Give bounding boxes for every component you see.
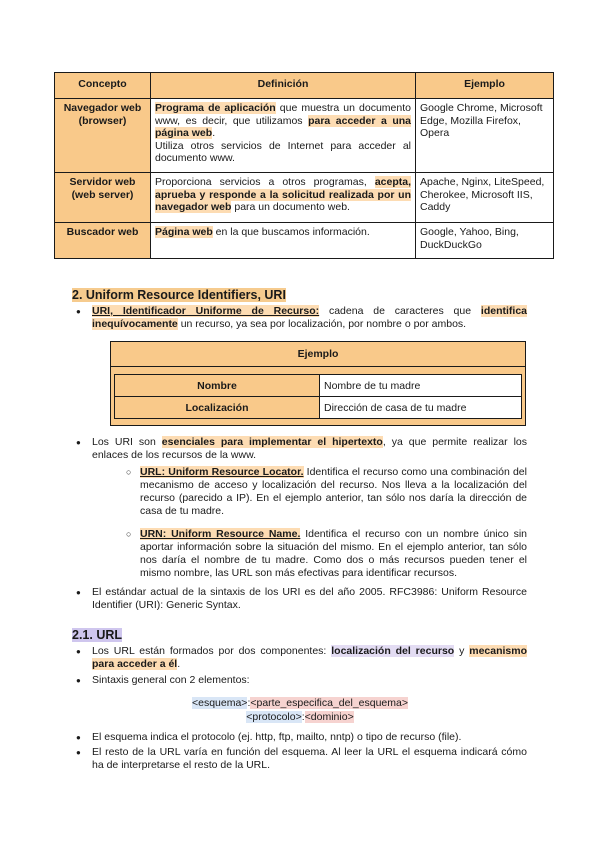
text: .	[212, 127, 216, 139]
highlight: URI, Identificador Uniforme de Recurso:	[92, 305, 320, 317]
table-row	[115, 397, 522, 419]
highlight: Página web	[155, 226, 213, 238]
table-row	[55, 223, 554, 259]
highlight: esenciales para implementar el hipertexto	[161, 436, 383, 448]
text: en la que buscamos información.	[212, 226, 370, 238]
syntax-separator: :	[301, 711, 305, 723]
concept-cell: Servidor web (web server)	[55, 173, 151, 223]
syntax-domain: <dominio>	[304, 711, 354, 723]
syntax-separator: :	[247, 697, 251, 709]
concept-cell: Navegador web (browser)	[55, 99, 151, 173]
list-item: ● El estándar actual de la sintaxis de los URI es del año 2005. RFC3986: Uniform Resource Identifier (URI): Generic Syntax.	[92, 586, 527, 612]
example-cell: Apache, Nginx, LiteSpeed, Cherokee, Microsoft IIS, Caddy	[416, 173, 554, 223]
highlight: identifica inequívocamente	[92, 305, 527, 330]
example-table-title: Ejemplo	[297, 348, 339, 360]
text: Identifica el recurso con un nombre único sin aportar información sobre la situación del mismo. En el ejemplo anterior, tan sólo nos daría el nombre de tu madre. Como dos o más recursos pueden tener el mismo nombre, las URL son más efectivas para identificar recursos.	[140, 528, 527, 579]
table-row	[55, 173, 554, 223]
example-inner-table	[114, 374, 522, 419]
section-title-text: 2.1. URL	[72, 628, 123, 642]
highlight: URN: Uniform Resource Name.	[140, 528, 301, 540]
list-item: ● El esquema indica el protocolo (ej. http, ftp, mailto, nntp) o tipo de recurso (file).	[92, 731, 527, 744]
concept-cell: Buscador web	[55, 223, 151, 259]
highlight: localización del recurso	[331, 645, 455, 657]
table-header-row	[55, 73, 554, 99]
sub-list-item	[140, 466, 527, 518]
section-title	[72, 288, 286, 303]
definition-cell	[151, 173, 416, 223]
column-header-definition: Definición	[151, 73, 416, 99]
definition-cell	[151, 99, 416, 173]
definition-cell	[151, 223, 416, 259]
syntax-specific-part: <parte_especifica_del_esquema>	[250, 697, 408, 709]
highlight: para acceder a una página web	[155, 114, 411, 139]
text: un recurso, ya sea por localización, por nombre o por ambos.	[177, 318, 467, 330]
text: Identifica el recurso como una combinación del mecanismo de acceso y localización del recurso. Nos lleva a la localización del recurso (parecido a IP). En el ejemplo anterior, tan sólo nos daría la dirección de casa de tu madre.	[140, 466, 527, 517]
syntax-line	[0, 711, 600, 724]
highlight: acepta, aprueba y responde a la solicitud realizada por un navegador web	[155, 176, 411, 213]
list-item: ● El resto de la URL varía en función del esquema. Al leer la URL el esquema indicará cómo ha de interpretarse el resto de la URL.	[92, 746, 527, 772]
text: Los URL están formados por dos componentes:	[92, 645, 332, 657]
example-value-cell: Nombre de tu madre	[320, 375, 522, 397]
syntax-protocol: <protocolo>	[246, 711, 302, 723]
text: , ya que permite realizar los enlaces de los recursos de la www.	[92, 436, 527, 461]
text: .	[177, 658, 181, 670]
text: cadena de caracteres que	[319, 305, 481, 317]
divider	[111, 366, 525, 367]
text: Los URI son	[92, 436, 162, 448]
text: para un documento web.	[231, 201, 350, 213]
example-value-cell: Dirección de casa de tu madre	[320, 397, 522, 419]
highlight: URL: Uniform Resource Locator.	[140, 466, 304, 478]
text: Proporciona servicios a otros programas,	[155, 176, 375, 188]
section-title-text: 2. Uniform Resource Identifiers, URI	[72, 288, 286, 302]
column-header-concept: Concepto	[55, 73, 151, 99]
text: y	[454, 645, 470, 657]
column-header-example: Ejemplo	[416, 73, 554, 99]
list-item	[92, 645, 527, 671]
sub-list-item	[140, 528, 527, 580]
example-key-cell: Localización	[115, 397, 320, 419]
concepts-table	[54, 72, 554, 259]
example-cell: Google Chrome, Microsoft Edge, Mozilla Firefox, Opera	[416, 99, 554, 173]
text: Utiliza otros servicios de Internet para acceder al documento www.	[155, 139, 411, 164]
syntax-line	[0, 697, 600, 710]
list-item	[92, 436, 527, 462]
highlight: mecanismo para acceder a él	[92, 645, 528, 670]
example-cell: Google, Yahoo, Bing, DuckDuckGo	[416, 223, 554, 259]
example-table	[110, 341, 526, 426]
example-key-cell: Nombre	[115, 375, 320, 397]
syntax-scheme: <esquema>	[191, 697, 248, 709]
highlight: Programa de aplicación	[155, 102, 276, 114]
table-row	[115, 375, 522, 397]
text: que muestra un documento www, es decir, que utilizamos	[155, 102, 411, 127]
section-title	[72, 628, 122, 643]
list-item: ● Sintaxis general con 2 elementos:	[92, 674, 527, 687]
table-row	[55, 99, 554, 173]
list-item	[92, 305, 527, 331]
